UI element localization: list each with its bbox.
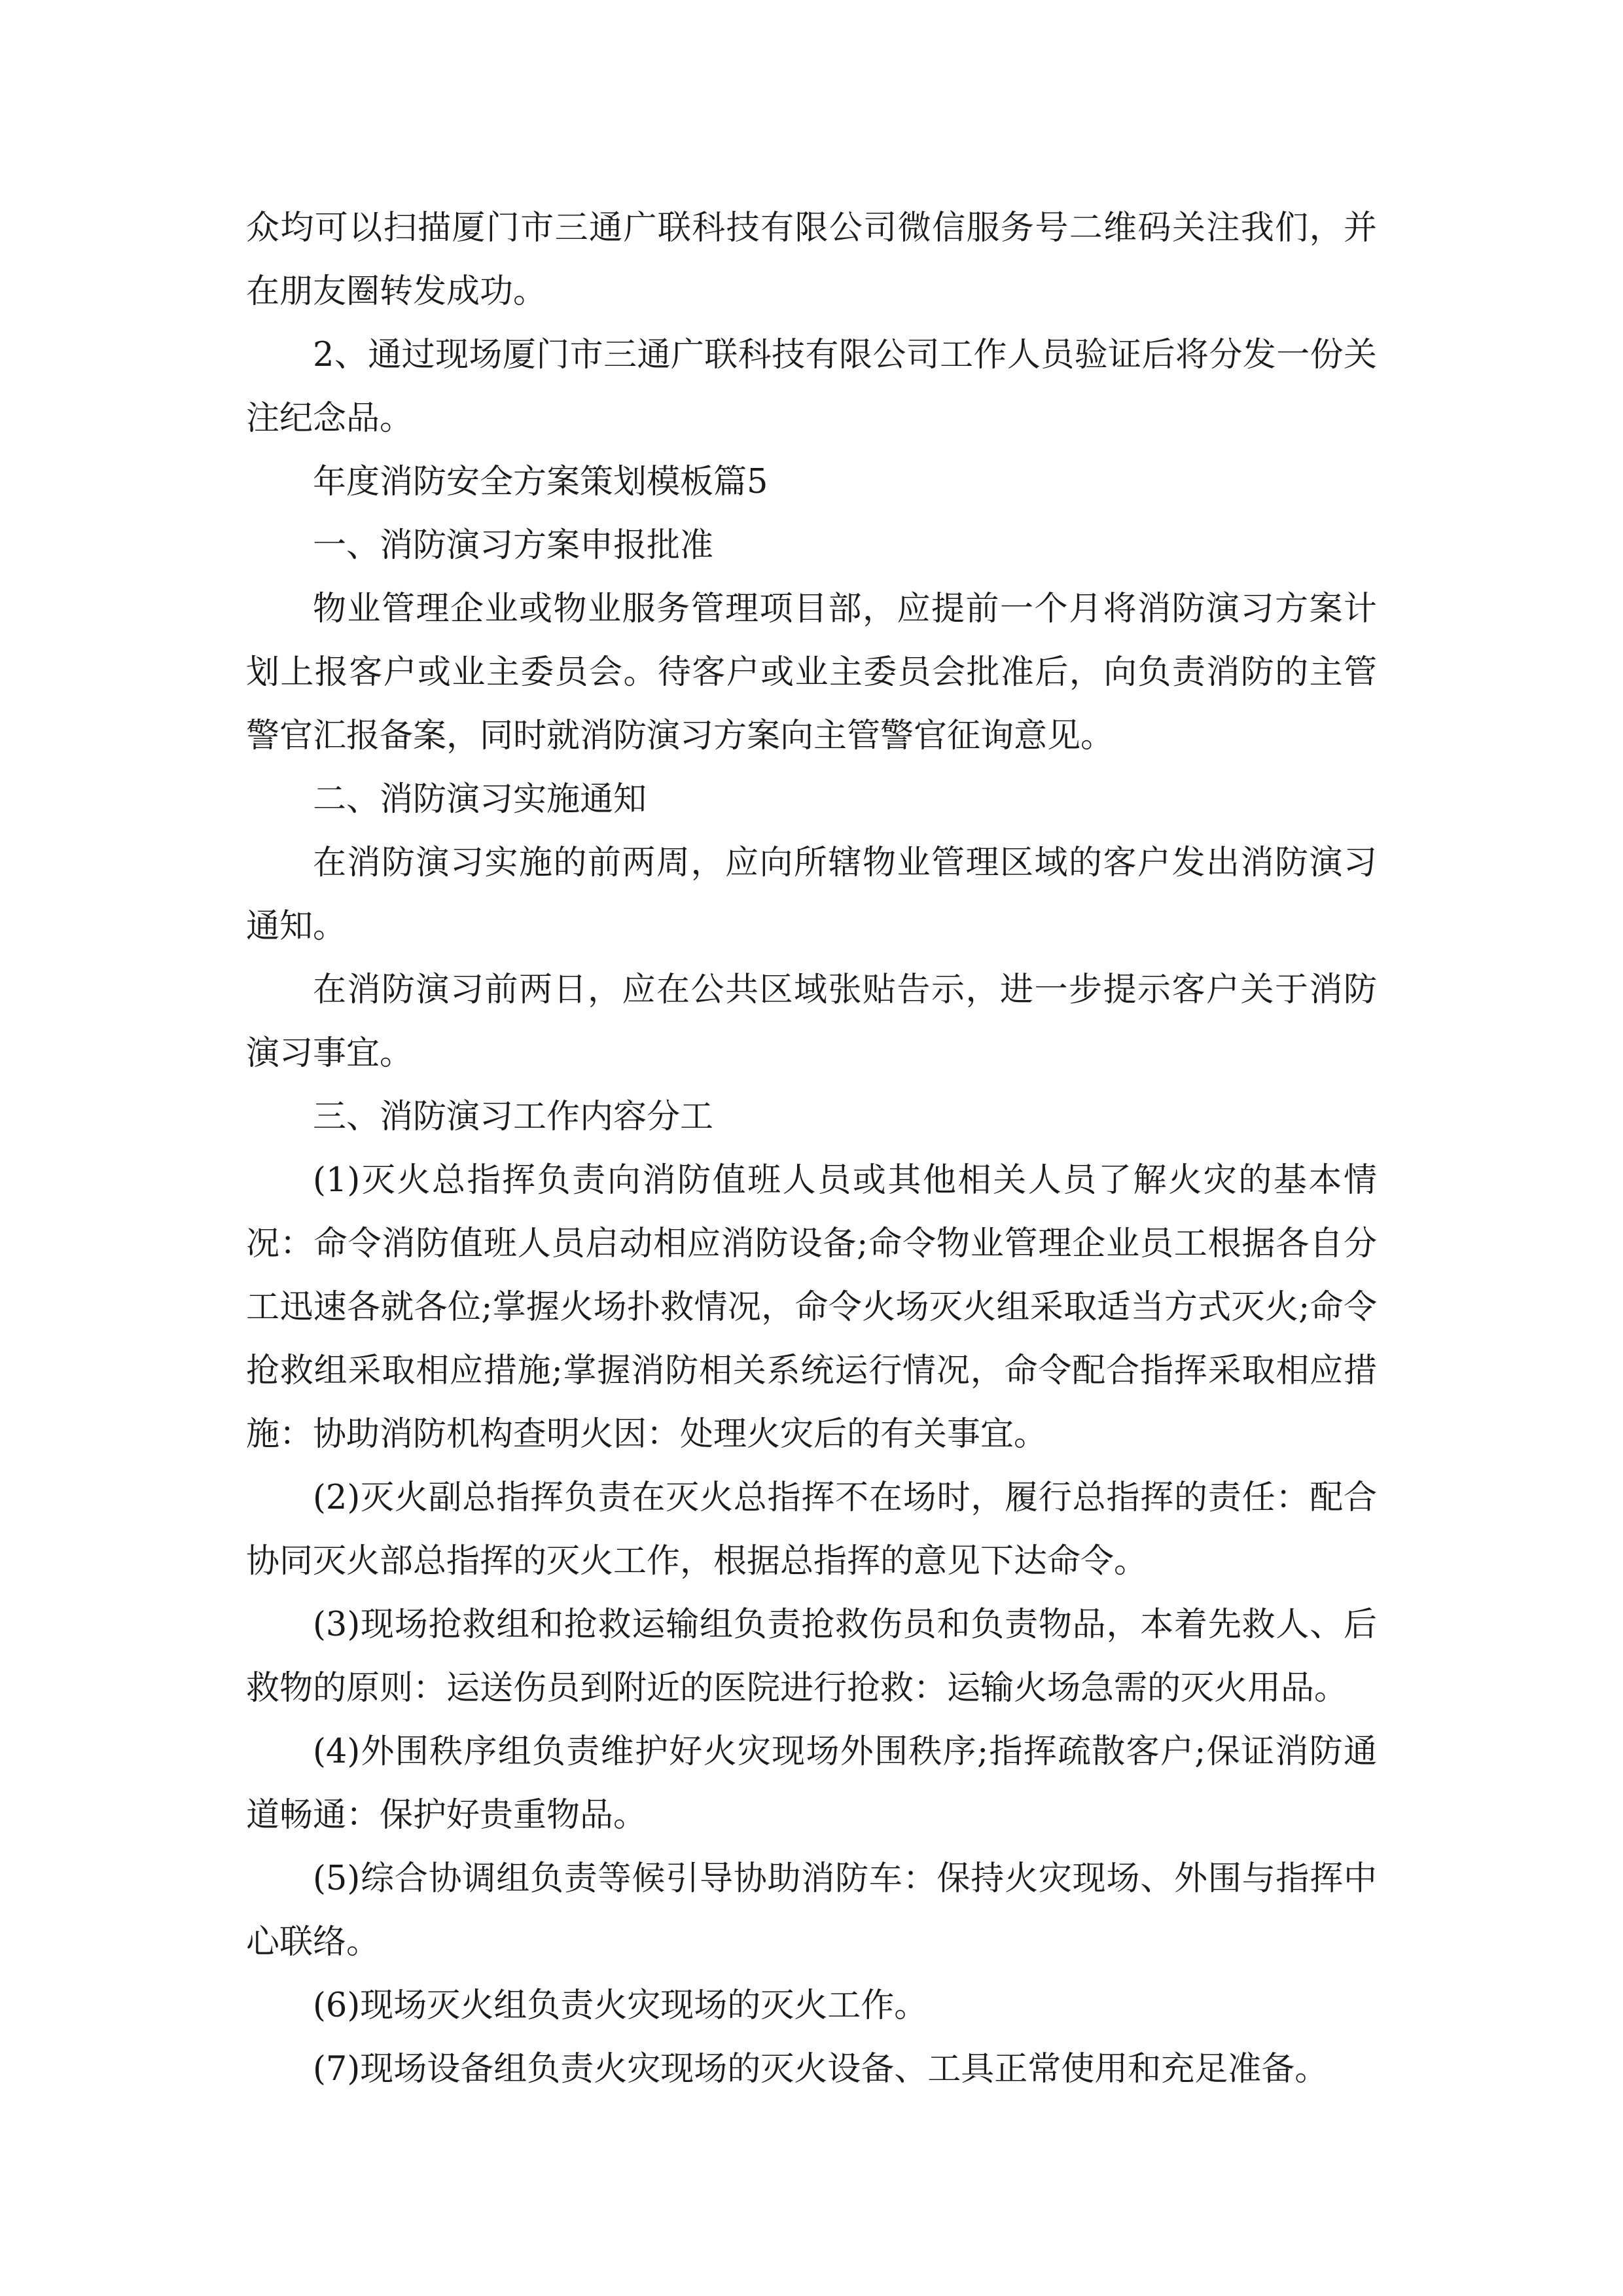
heading-2: 二、消防演习实施通知 (313, 780, 647, 819)
list-item: (5)综合协调组负责等候引导协助消防车：保持火灾现场、外围与指挥中心联络。 (246, 1859, 1377, 1962)
list-item: (3)现场抢救组和抢救运输组负责抢救伤员和负责物品，本着先救人、后救物的原则：运送伤员到附近的医院进行抢救：运输火场急需的灭火用品。 (246, 1605, 1377, 1708)
list-item: (2)灭火副总指挥负责在灭火总指挥不在场时，履行总指挥的责任：配合协同灭火部总指挥的灭火工作，根据总指挥的意见下达命令。 (246, 1479, 1377, 1581)
heading-3: 三、消防演习工作内容分工 (313, 1098, 714, 1136)
paragraph-continuation: 众均可以扫描厦门市三通广联科技有限公司微信服务号二维码关注我们，并在朋友圈转发成功。 (246, 209, 1377, 311)
paragraph-body: 在消防演习实施的前两周，应向所辖物业管理区域的客户发出消防演习通知。 (246, 844, 1377, 946)
paragraph-item-2: 2、通过现场厦门市三通广联科技有限公司工作人员验证后将分发一份关注纪念品。 (246, 336, 1377, 438)
list-item: (1)灭火总指挥负责向消防值班人员或其他相关人员了解火灾的基本情况：命令消防值班人员启动相应消防设备;命令物业管理企业员工根据各自分工迅速各就各位;掌握火场扑救情况，命令火场灭火组采取适当方式灭火;命令抢救组采取相应措施;掌握消防相关系统运行情况，命令配合指挥采取相应措施：协助消防机构查明火因：处理火灾后的有关事宜。 (246, 1161, 1377, 1454)
list-item: (7)现场设备组负责火灾现场的灭火设备、工具正常使用和充足准备。 (313, 2050, 1329, 2089)
document-body (246, 196, 1377, 2101)
heading-1: 一、消防演习方案申报批准 (313, 526, 714, 565)
section-title: 年度消防安全方案策划模板篇5 (313, 463, 768, 501)
list-item: (4)外围秩序组负责维护好火灾现场外围秩序;指挥疏散客户;保证消防通道畅通：保护好贵重物品。 (246, 1732, 1377, 1835)
paragraph-body: 在消防演习前两日，应在公共区域张贴告示，进一步提示客户关于消防演习事宜。 (246, 971, 1377, 1073)
list-item: (6)现场灭火组负责火灾现场的灭火工作。 (313, 1986, 928, 2025)
paragraph-body: 物业管理企业或物业服务管理项目部，应提前一个月将消防演习方案计划上报客户或业主委员会。待客户或业主委员会批准后，向负责消防的主管警官汇报备案，同时就消防演习方案向主管警官征询意见。 (246, 590, 1377, 755)
